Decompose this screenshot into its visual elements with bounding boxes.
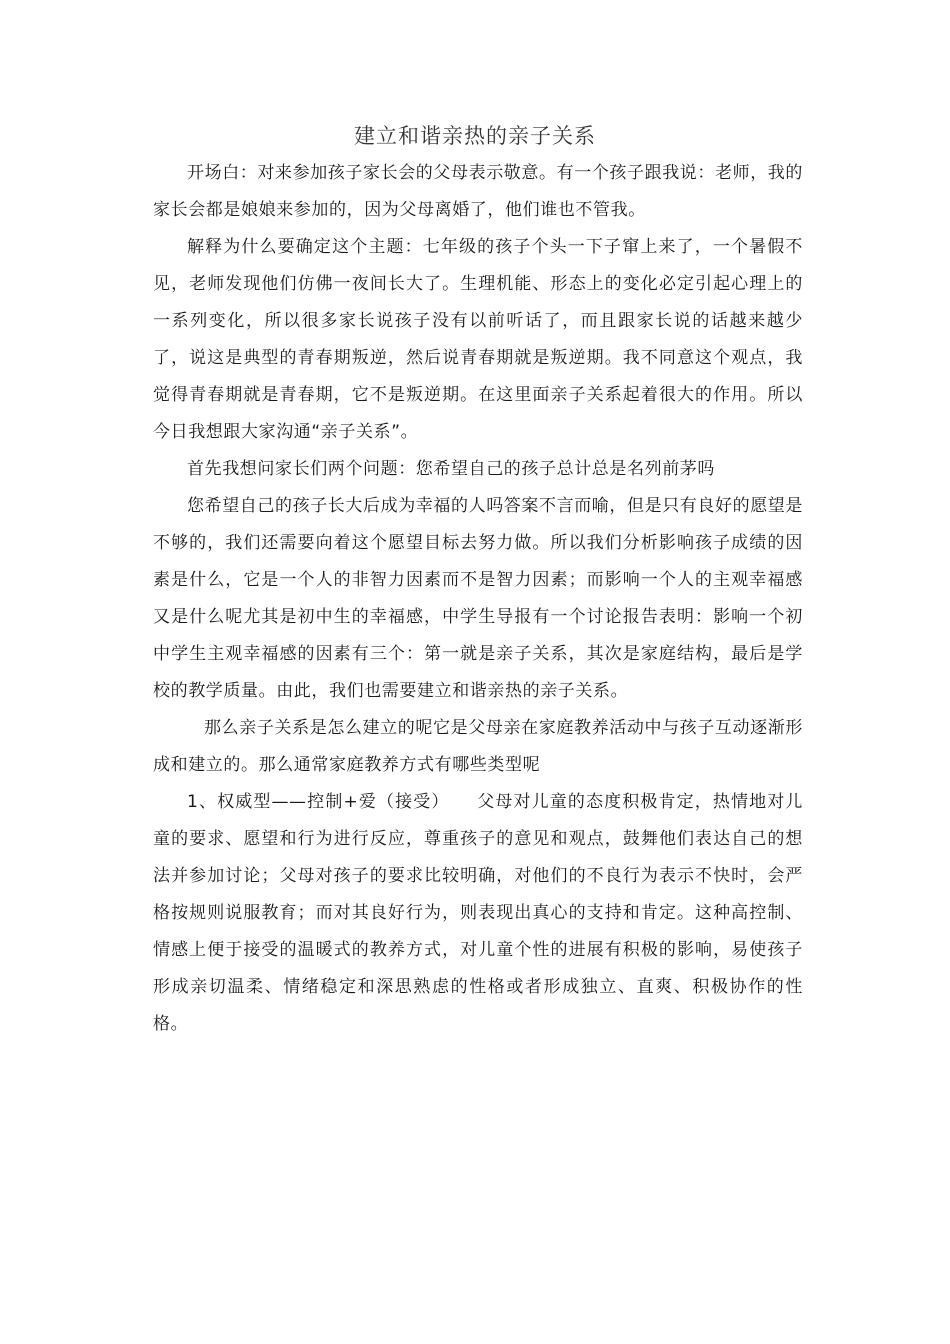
paragraph-relationship-formation: 那么亲子关系是怎么建立的呢它是父母亲在家庭教养活动中与孩子互动逐渐形成和建立的。那么通常家庭教养方式有哪些类型呢 <box>153 718 803 775</box>
paragraph-question-two: 您希望自己的孩子长大后成为幸福的人吗答案不言而喻，但是只有良好的愿望是不够的，我们还需要向着这个愿望目标去努力做。所以我们分析影响孩子成绩的因素是什么，它是一个人的非智力因素而不是智力因素；而影响一个人的主观幸福感又是什么呢尤其是初中生的幸福感，中学生导报有一个讨论报告表明：影响一个初中学生主观幸福感的因素有三个：第一就是亲子关系，其次是家庭结构，最后是学校的教学质量。由此，我们也需要建立和谐亲热的亲子关系。 <box>153 496 803 701</box>
document-body <box>153 155 803 1043</box>
paragraph-authoritative-style: 1、权威型——控制+爱（接受） 父母对儿童的态度积极肯定，热情地对儿童的要求、愿望和行为进行反应，尊重孩子的意见和观点，鼓舞他们表达自己的想法并参加讨论；父母对孩子的要求比较明确，对他们的不良行为表示不快时，会严格按规则说服教育；而对其良好行为，则表现出真心的支持和肯定。这种高控制、情感上便于接受的温暖式的教养方式，对儿童个性的进展有积极的影响，易使孩子形成亲切温柔、情绪稳定和深思熟虑的性格或者形成独立、直爽、积极协作的性格。 <box>153 792 803 1034</box>
document-title: 建立和谐亲热的亲子关系 <box>354 124 596 148</box>
paragraph-question-one: 首先我想问家长们两个问题：您希望自己的孩子总计总是名列前茅吗 <box>187 459 715 479</box>
paragraph-topic-explanation: 解释为什么要确定这个主题：七年级的孩子个头一下子窜上来了，一个暑假不见，老师发现他们仿佛一夜间长大了。生理机能、形态上的变化必定引起心理上的一系列变化，所以很多家长说孩子没有以前听话了，而且跟家长说的话越来越少了，说这是典型的青春期叛逆，然后说青春期就是叛逆期。我不同意这个观点，我觉得青春期就是青春期，它不是叛逆期。在这里面亲子关系起着很大的作用。所以今日我想跟大家沟通“亲子关系”。 <box>153 237 803 442</box>
paragraph-opening: 开场白：对来参加孩子家长会的父母表示敬意。有一个孩子跟我说：老师，我的家长会都是娘娘来参加的，因为父母离婚了，他们谁也不管我。 <box>153 163 803 220</box>
